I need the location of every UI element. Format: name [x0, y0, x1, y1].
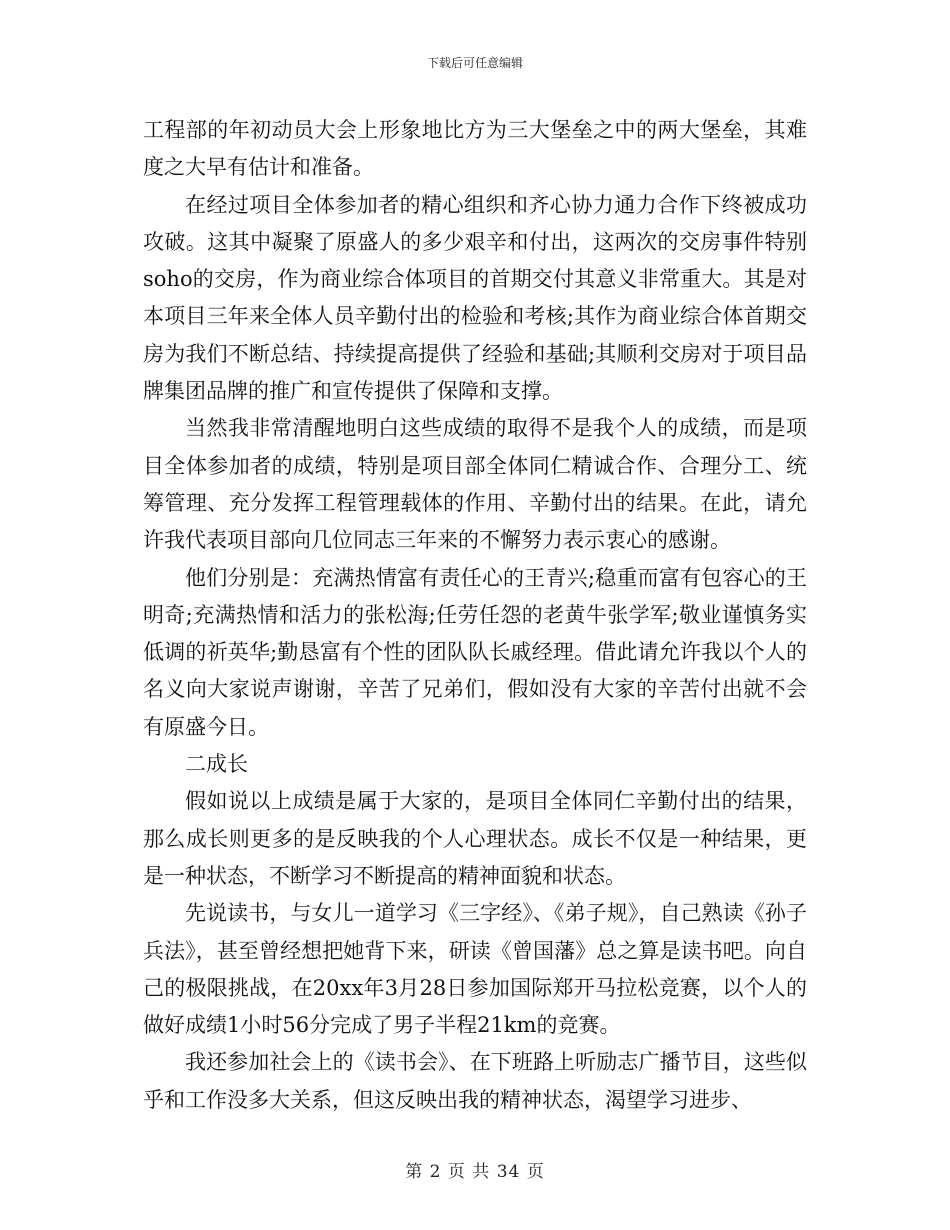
- page-header: 下载后可任意编辑: [426, 56, 523, 70]
- paragraph: 当然我非常清醒地明白这些成绩的取得不是我个人的成绩，而是项目全体参加者的成绩，特别是项目部全体同仁精诚合作、合理分工、统筹管理、充分发挥工程管理载体的作用、辛勤付出的结果。在此，请允许我代表项目部向几位同志三年来的不懈努力表示衷心的感谢。: [143, 416, 807, 553]
- paragraph: 在经过项目全体参加者的精心组织和齐心协力通力合作下终被成功攻破。这其中凝聚了原盛人的多少艰辛和付出，这两次的交房事件特别soho的交房，作为商业综合体项目的首期交付其意义非常重大。其是对本项目三年来全体人员辛勤付出的检验和考核;其作为商业综合体首期交房为我们不断总结、持续提高提供了经验和基础;其顺利交房对于项目品牌集团品牌的推广和宣传提供了保障和支撑。: [143, 192, 807, 404]
- page-footer: 第 2 页 共 34 页: [405, 1162, 545, 1182]
- paragraph: 他们分别是：充满热情富有责任心的王青兴;稳重而富有包容心的王明奇;充满热情和活力的张松海;任劳任怨的老黄牛张学军;敬业谨慎务实低调的祈英华;勤恳富有个性的团队队长戚经理。借此请允许我以个人的名义向大家说声谢谢，辛苦了兄弟们，假如没有大家的辛苦付出就不会有原盛今日。: [143, 565, 807, 739]
- paragraph: 我还参加社会上的《读书会》、在下班路上听励志广播节目，这些似乎和工作没多大关系，但这反映出我的精神状态，渴望学习进步、: [143, 1050, 807, 1112]
- paragraph: 先说读书，与女儿一道学习《三字经》、《弟子规》，自己熟读《孙子兵法》，甚至曾经想把她背下来，研读《曾国藩》总之算是读书吧。向自己的极限挑战，在20xx年3月28日参加国际郑开马拉松竞赛，以个人的做好成绩1小时56分完成了男子半程21km的竞赛。: [143, 901, 807, 1038]
- paragraph-continued: 工程部的年初动员大会上形象地比方为三大堡垒之中的两大堡垒，其难度之大早有估计和准备。: [143, 118, 807, 180]
- paragraph: 假如说以上成绩是属于大家的，是项目全体同仁辛勤付出的结果，那么成长则更多的是反映我的个人心理状态。成长不仅是一种结果，更是一种状态，不断学习不断提高的精神面貌和状态。: [143, 789, 807, 888]
- document-body: [143, 112, 807, 1119]
- section-heading: 二成长: [185, 752, 248, 777]
